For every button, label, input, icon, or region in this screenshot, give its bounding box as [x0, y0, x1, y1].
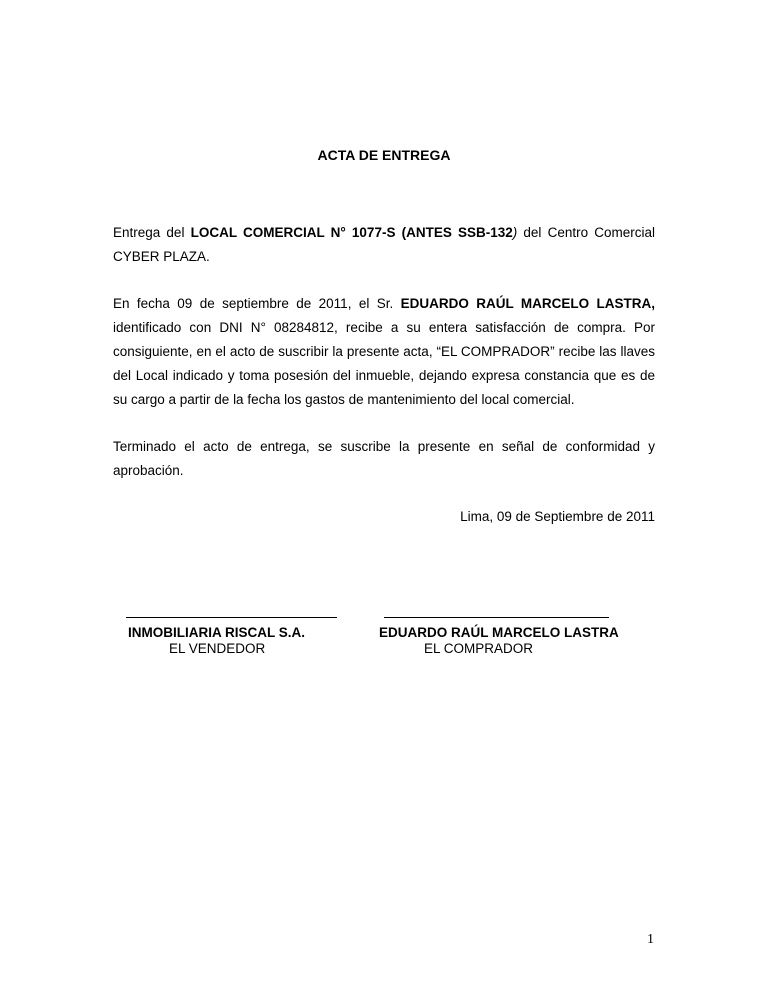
page-number: 1: [647, 932, 654, 947]
seller-role: EL VENDEDOR: [169, 641, 266, 656]
local-identifier: LOCAL COMERCIAL N° 1077-S (ANTES SSB-132: [190, 225, 513, 240]
seller-name: INMOBILIARIA RISCAL S.A.: [128, 625, 306, 640]
paragraph2-text-b: identificado con DNI N° 08284812, recibe a su entera satisfacción de compra. Por consiguiente, en el acto de suscribir la presente acta, “EL COMPRADOR” recibe las llaves del Local indicado y toma posesión del inmueble, dejando expresa constancia que es de su cargo a partir de la fecha los gastos de mantenimiento del local comercial.: [113, 320, 655, 407]
paragraph-local-delivery: [113, 221, 655, 269]
paragraph1-text-b: del Centro Comercial CYBER PLAZA.: [113, 225, 655, 264]
paragraph2-text-a: En fecha 09 de septiembre de 2011, el Sr.: [113, 296, 401, 311]
document-title: ACTA DE ENTREGA: [317, 147, 451, 163]
paragraph-buyer-details: [113, 292, 655, 412]
seller-signature-line: [126, 617, 337, 618]
paragraph-closing: Terminado el acto de entrega, se suscribe la presente en señal de conformidad y aprobación.: [113, 439, 655, 478]
buyer-signature-line: [384, 617, 609, 618]
buyer-role: EL COMPRADOR: [424, 641, 534, 656]
date-line: Lima, 09 de Septiembre de 2011: [460, 509, 655, 524]
buyer-name: EDUARDO RAÚL MARCELO LASTRA: [379, 625, 619, 640]
paragraph1-paren: ): [512, 225, 518, 240]
buyer-name-inline: EDUARDO RAÚL MARCELO LASTRA,: [400, 296, 655, 311]
paragraph1-text-a: Entrega del: [113, 225, 191, 240]
